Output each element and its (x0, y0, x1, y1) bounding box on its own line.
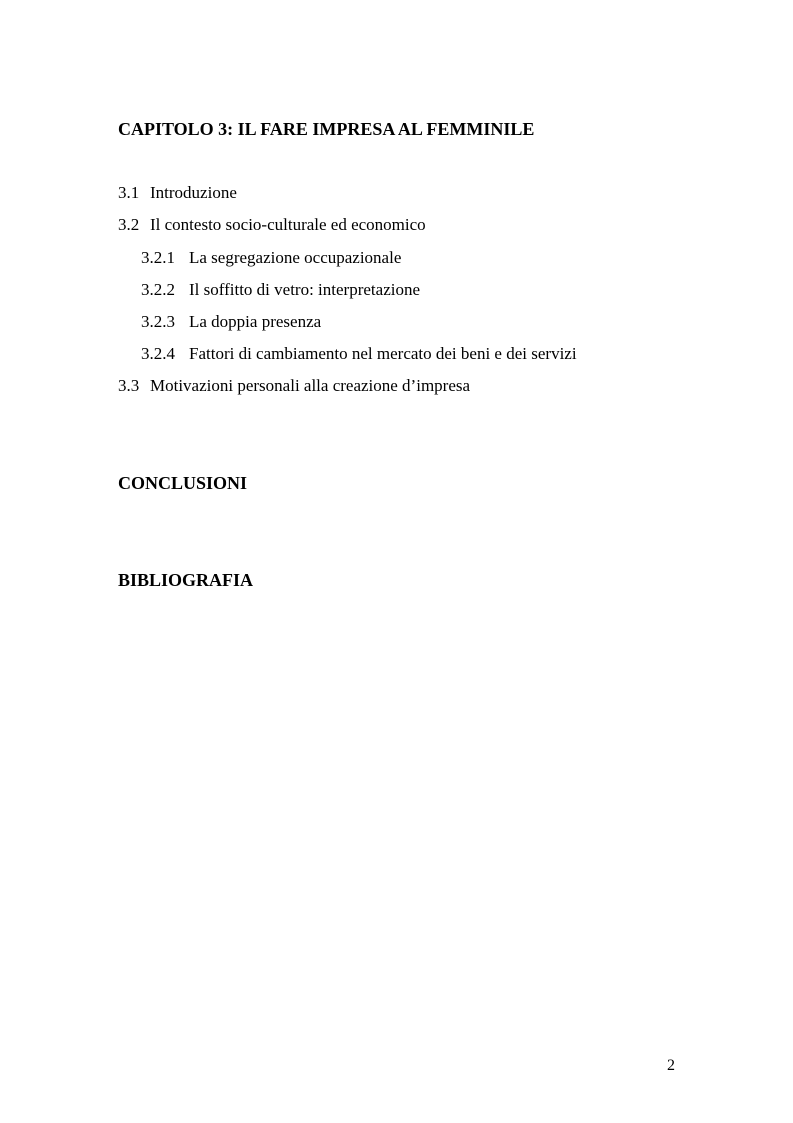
toc-entry (118, 376, 470, 396)
toc-subentry (141, 344, 577, 364)
chapter-heading: CAPITOLO 3: IL FARE IMPRESA AL FEMMINILE (118, 119, 535, 139)
toc-subentry-number: 3.2.3 (141, 312, 175, 331)
page-number: 2 (667, 1057, 675, 1074)
toc-subentry-number: 3.2.4 (141, 344, 175, 363)
toc-subentry-number: 3.2.2 (141, 280, 175, 299)
toc-subentry-number: 3.2.1 (141, 248, 175, 267)
bibliography-heading: BIBLIOGRAFIA (118, 570, 254, 590)
toc-entry (118, 215, 426, 235)
toc-subentry (141, 280, 420, 300)
toc-subentry-title: Il soffitto di vetro: interpretazione (189, 280, 421, 299)
toc-entry-number: 3.1 (118, 183, 140, 202)
toc-entry-title: Il contesto socio-culturale ed economico (150, 215, 426, 234)
toc-subentry (141, 248, 401, 268)
toc-subentry-title: La doppia presenza (189, 312, 322, 331)
toc-entry (118, 183, 237, 203)
toc-entry-title: Introduzione (150, 183, 237, 202)
toc-subentry-title: Fattori di cambiamento nel mercato dei beni e dei servizi (189, 344, 577, 363)
toc-entry-title: Motivazioni personali alla creazione d’impresa (150, 376, 471, 395)
toc-entry-number: 3.2 (118, 215, 140, 234)
toc-entry-number: 3.3 (118, 376, 140, 395)
toc-subentry (141, 312, 321, 332)
toc-subentry-title: La segregazione occupazionale (189, 248, 402, 267)
conclusions-heading: CONCLUSIONI (118, 473, 248, 493)
